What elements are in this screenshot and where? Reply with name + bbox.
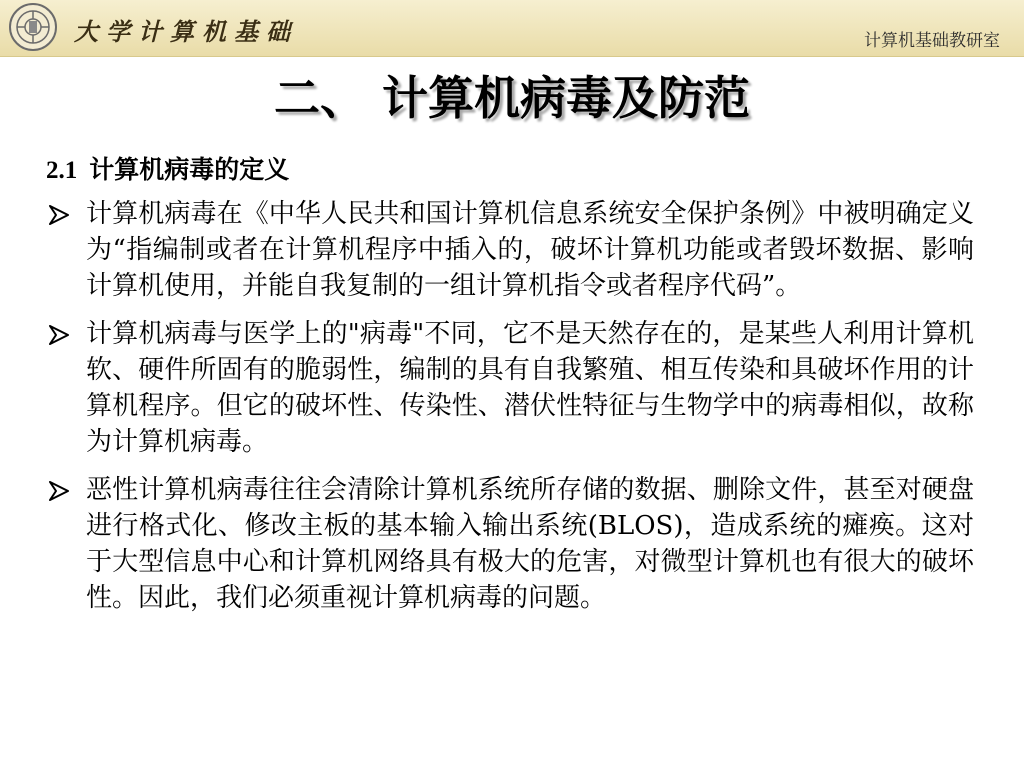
arrowhead-bullet-icon [46,472,74,508]
bullet-item [46,316,974,460]
section-number: 2.1 [46,157,78,184]
bullet-item [46,472,974,616]
university-emblem-icon [8,2,58,52]
slide-title: 二、 计算机病毒及防范 [273,71,750,125]
header-bar [0,0,1024,57]
course-brand: 大学计算机基础 [74,17,298,46]
department-label: 计算机基础教研室 [864,31,1000,51]
bullet-item [46,196,974,304]
bullet-list [46,196,974,628]
bullet-text: 计算机病毒与医学上的"病毒"不同，它不是天然存在的，是某些人利用计算机软、硬件所固有的脆弱性，编制的具有自我繁殖、相互传染和具破坏作用的计算机程序。但它的破坏性、传染性、潜伏性特征与生物学中的病毒相似，故称为计算机病毒。 [86,319,974,457]
section-heading-text: 计算机病毒的定义 [89,155,290,184]
bullet-text: 计算机病毒在《中华人民共和国计算机信息系统安全保护条例》中被明确定义为“指编制或者在计算机程序中插入的，破坏计算机功能或者毁坏数据、影响计算机使用，并能自我复制的一组计算机指令或者程序代码”。 [86,199,974,301]
arrowhead-bullet-icon [46,316,74,352]
bullet-text: 恶性计算机病毒往往会清除计算机系统所存储的数据、删除文件，甚至对硬盘进行格式化、修改主板的基本输入输出系统(BLOS)，造成系统的瘫痪。这对于大型信息中心和计算机网络具有极大的危害，对微型计算机也有很大的破坏性。因此，我们必须重视计算机病毒的问题。 [86,475,974,613]
section-heading [46,150,289,186]
arrowhead-bullet-icon [46,196,74,232]
